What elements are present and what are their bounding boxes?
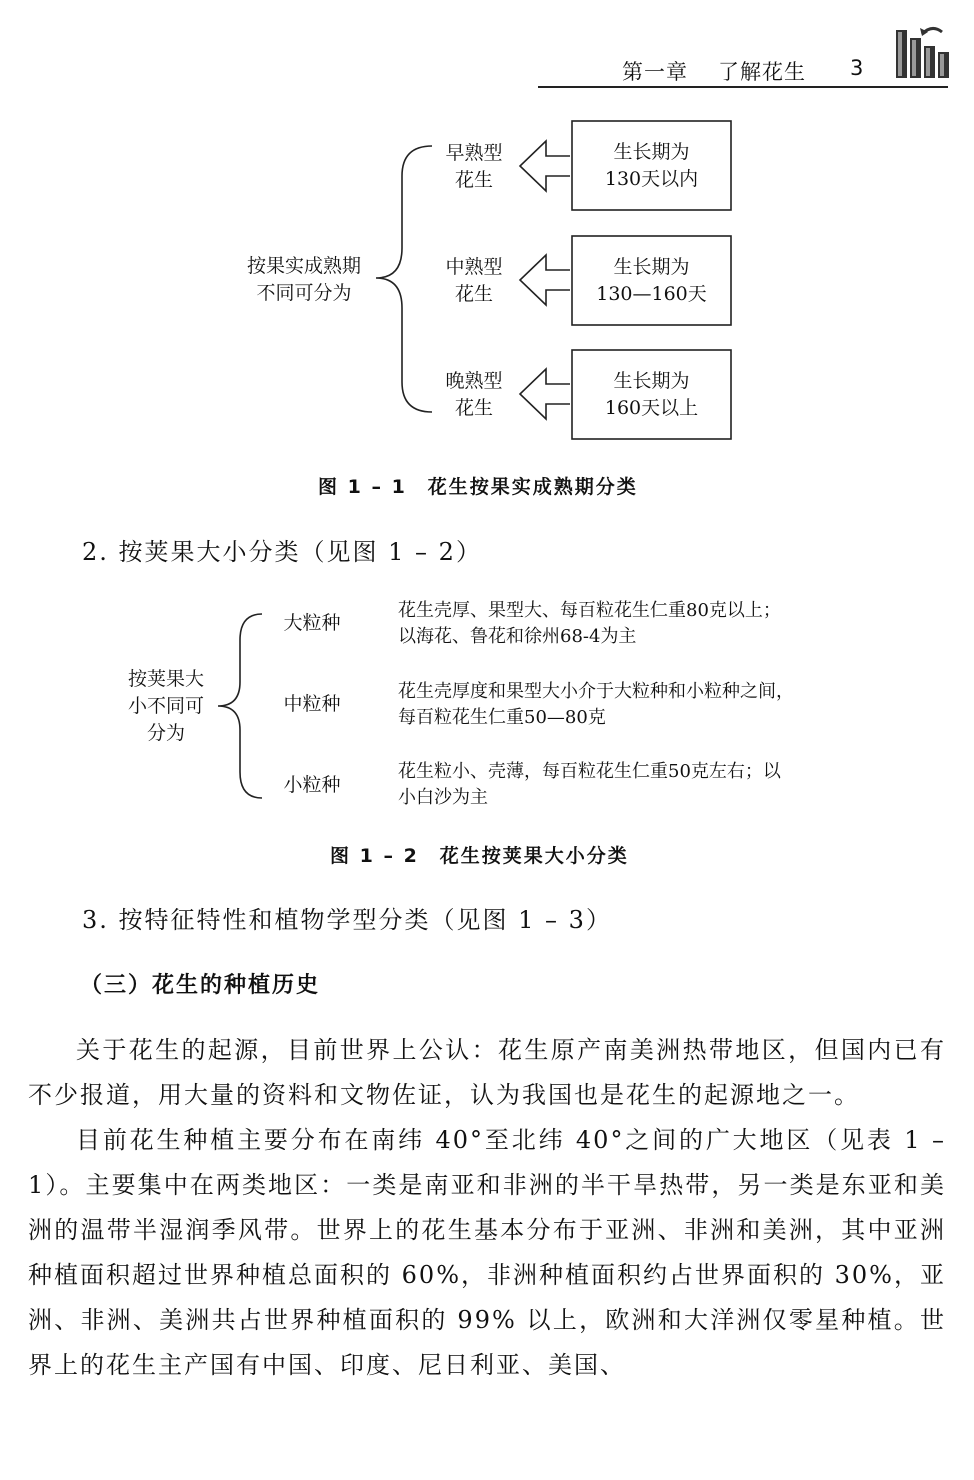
paragraph: 关于花生的起源，目前世界上公认：花生原产南美洲热带地区，但国内已有不少报道，用大量的资料和文物佐证，认为我国也是花生的起源地之一。	[28, 1036, 946, 1109]
figure1-type-early	[430, 140, 518, 194]
figure1-type-line: 花生	[454, 397, 493, 419]
figure2-desc-line: 每百粒花生仁重50—80克	[398, 707, 606, 728]
figure2-type-medium: 中粒种	[283, 693, 341, 715]
figure2-root-line: 按荚果大	[127, 668, 204, 690]
figure1-type-line: 花生	[454, 169, 493, 191]
figure1-desc-line: 130—160天	[596, 283, 707, 305]
figure1-root-line: 按果实成熟期	[246, 255, 361, 277]
figure1-desc-mid	[572, 254, 731, 308]
body-text	[28, 1028, 946, 1388]
figure1-caption: 图 1 – 1 花生按果实成熟期分类	[318, 476, 638, 498]
figure2-desc-line: 花生粒小、壳薄，每百粒花生仁重50克左右；以	[398, 761, 781, 782]
figure1-desc-line: 生长期为	[613, 256, 690, 278]
figure2-desc-line: 小白沙为主	[398, 787, 488, 808]
running-header-chapter: 第一章	[622, 60, 688, 84]
section-heading-3: 3. 按特征特性和植物学型分类（见图 1 – 3）	[82, 906, 612, 934]
figure1-desc-line: 160天以上	[604, 397, 699, 419]
figure2-desc-small	[398, 759, 781, 811]
figure2-root-line: 小不同可	[127, 695, 204, 717]
section-heading-2: 2. 按荚果大小分类（见图 1 – 2）	[82, 538, 482, 566]
figure1-desc-line: 生长期为	[613, 370, 690, 392]
subsection-heading: （三）花生的种植历史	[80, 973, 321, 998]
figure1-arrow-3	[520, 369, 570, 419]
figure1-type-late	[430, 368, 518, 422]
figure2-caption: 图 1 – 2 花生按荚果大小分类	[330, 845, 629, 867]
figure2-desc-line: 以海花、鲁花和徐州68-4为主	[398, 626, 637, 647]
figure2-type-large: 大粒种	[283, 612, 341, 634]
figure1-desc-late	[572, 368, 731, 422]
figure1-brace	[376, 146, 432, 412]
figure2-brace	[218, 614, 262, 798]
page-number: 3	[850, 56, 865, 80]
paragraph: 目前花生种植主要分布在南纬 40°至北纬 40°之间的广大地区（见表 1 – 1）。主要集中在两类地区：一类是南亚和非洲的半干旱热带，另一类是东亚和美洲的温带半湿润季风带。世界上的花生基本分布于亚洲、非洲和美洲，其中亚洲种植面积超过世界种植总面积的 60%，非洲种植面积约占世界面积的 30%，亚洲、非洲、美洲共占世界种植面积的 99% 以上，欧洲和大洋洲仅零星种植。世界上的花生主产国有中国、印度、尼日利亚、美国、	[28, 1126, 946, 1379]
figure1-type-line: 早熟型	[445, 142, 503, 164]
figure2-root-line: 分为	[146, 722, 185, 744]
figure1-root-line: 不同可分为	[256, 282, 352, 304]
figure1-type-mid	[430, 254, 518, 308]
figure2-desc-line: 花生壳厚度和果型大小介于大粒种和小粒种之间，	[398, 681, 794, 702]
figure2-desc-line: 花生壳厚、果型大、每百粒花生仁重80克以上；	[398, 600, 781, 621]
figure2-type-small: 小粒种	[283, 774, 341, 796]
figure1-type-line: 花生	[454, 283, 493, 305]
figure1-arrow-2	[520, 255, 570, 305]
figure1-desc-line: 生长期为	[613, 141, 690, 163]
figure1-desc-early	[572, 139, 731, 193]
figure2-desc-medium	[398, 679, 794, 731]
running-header-title: 了解花生	[718, 60, 806, 84]
figure1-arrow-1	[520, 141, 570, 191]
figure1-desc-line: 130天以内	[604, 168, 699, 190]
figure1-root	[236, 253, 372, 307]
figure2-desc-large	[398, 598, 781, 650]
figure1-type-line: 晚熟型	[445, 370, 503, 392]
figure2-root	[118, 666, 214, 747]
figure1-type-line: 中熟型	[445, 256, 503, 278]
